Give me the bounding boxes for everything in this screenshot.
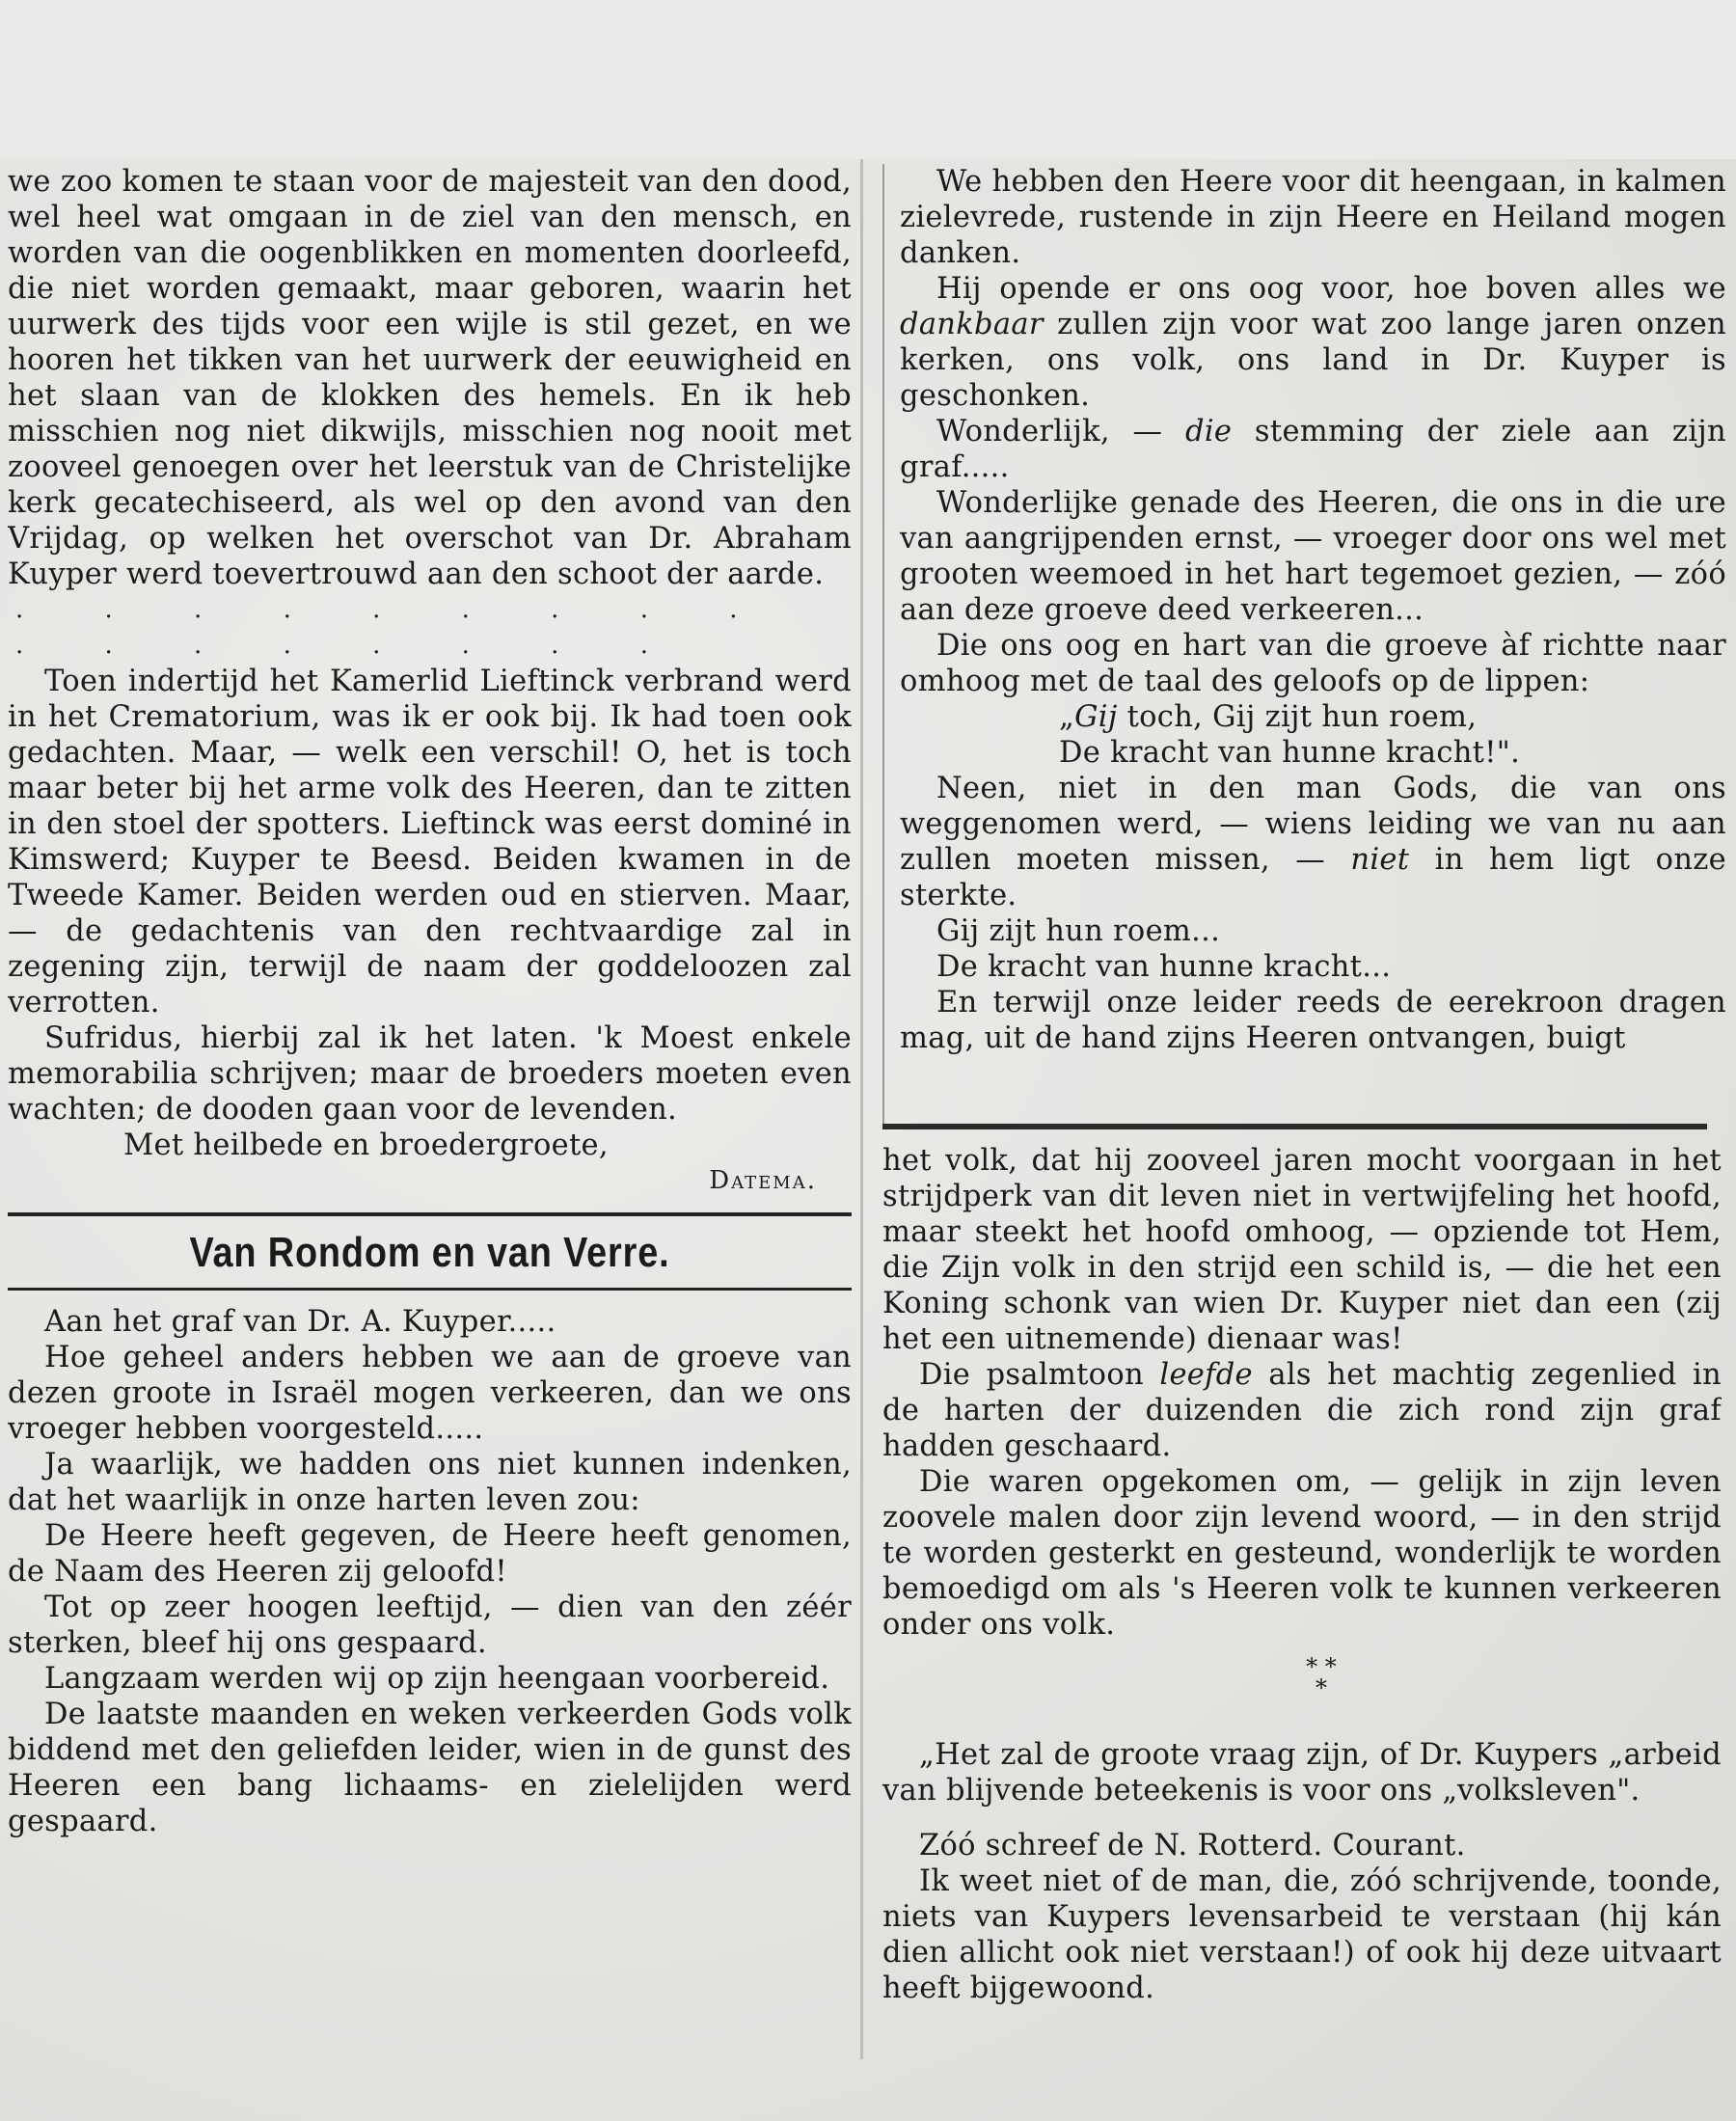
paragraph: we zoo komen te staan voor de majesteit van den dood, wel heel wat omgaan in de ziel van den mensch, en worden van die oogenblikken en momenten doorleefd, die niet worden gemaakt, maar geboren, waarin het uurwerk des tijds voor een wijle is stil gezet, en we hooren het tikken van het uurwerk der eeuwigheid en het slaan van de klokken des hemels. En ik heb misschien nog niet dikwijls, misschien nog nooit met zooveel genoegen over het leerstuk van de Christelijke kerk gecatechiseerd, als wel op den avond van den Vrijdag, op welken het overschot van Dr. Abraham Kuyper werd toevertrouwd aan den schoot der aarde. — [8, 165, 852, 591]
paragraph: Gij zijt hun roem... — [936, 914, 1221, 948]
scan-top-margin — [0, 0, 1736, 159]
ellipsis-divider: . . . . . . . . . . . . . . . . . — [15, 595, 774, 660]
paragraph: Zóó schreef de N. Rotterd. Courant. — [919, 1829, 1466, 1863]
paragraph: Tot op zeer hoogen leeftijd, — dien van den zéér sterken, bleef hij ons gespaard. — [8, 1591, 852, 1660]
paragraph: Die waren opgekomen om, — gelijk in zijn leven zoovele malen door zijn levend woord, — in den strijd te worden gesterkt en gesteund, wonderlijk te worden bemoedigd om als 's Heeren volk te kunnen verkeeren onder ons volk. — [882, 1465, 1722, 1642]
column-gutter-line — [860, 159, 863, 2059]
poem-line: „Gij toch, Gij zijt hun roem, — [1059, 700, 1478, 734]
paragraph: De kracht van hunne kracht... — [936, 950, 1392, 984]
section-heading: Van Rondom en van Verre. — [189, 1229, 670, 1276]
paragraph: Hij opende er ons oog voor, hoe boven alles we dankbaar zullen zijn voor wat zoo lange jaren onzen kerken, ons volk, ons land in Dr. Kuyper is geschonken. — [900, 272, 1726, 413]
paragraph: Toen indertijd het Kamerlid Lieftinck verbrand werd in het Crematorium, was ik er ook bij. Ik had toen ook gedachten. Maar, — welk een verschil! O, het is toch maar beter bij het arme volk des Heeren, dan te zitten in den stoel der spotters. Lieftinck was eerst dominé in Kimswerd; Kuyper te Beesd. Beiden kwamen in de Tweede Kamer. Beiden werden oud en stierven. Maar, — de gedachtenis van den rechtvaardige zal in zegening zijn, terwijl de naam der goddeloozen zal verrotten. — [8, 665, 852, 1020]
poem-line: De kracht van hunne kracht!". — [1059, 736, 1521, 770]
paragraph: Neen, niet in den man Gods, die van ons weggenomen werd, — wiens leiding we van nu aan zullen moeten missen, — niet in hem ligt onze sterkte. — [900, 772, 1726, 912]
closing-line: Met heilbede en broedergroete, — [123, 1128, 609, 1162]
section-rule — [8, 1212, 852, 1216]
paragraph: Aan het graf van Dr. A. Kuyper..... — [44, 1305, 556, 1339]
paragraph: Die psalmtoon leefde als het machtig zegenlied in de harten der duizenden die zich rond zijn graf hadden geschaard. — [882, 1358, 1722, 1463]
paragraph: Wonderlijke genade des Heeren, die ons in die ure van aangrijpenden ernst, — vroeger door ons wel met grooten weemoed in het hart tegemoet gezien, — zóó aan deze groeve deed verkeeren... — [900, 486, 1726, 627]
paragraph: De laatste maanden en weken verkeerden Gods volk biddend met den geliefden leider, wien in de gunst des Heeren een bang lichaams- en zielelijden werd gespaard. — [8, 1698, 852, 1838]
paragraph: Hoe geheel anders hebben we aan de groeve van dezen groote in Israël mogen verkeeren, dan we ons vroeger hebben voorgesteld..... — [8, 1341, 852, 1446]
paragraph: Die ons oog en hart van die groeve àf richtte naar omhoog met de taal des geloofs op de lippen: — [900, 629, 1726, 698]
left-column — [8, 164, 852, 1968]
paragraph: Ik weet niet of de man, die, zóó schrijvende, toonde, niets van Kuypers levensarbeid te verstaan (hij kán dien allicht ook niet verstaan!) of ook hij deze uitvaart heeft bijgewoond. — [882, 1864, 1722, 2005]
paragraph: Wonderlijk, — die stemming der ziele aan zijn graf..... — [900, 415, 1726, 484]
paragraph: De Heere heeft gegeven, de Heere heeft genomen, de Naam des Heeren zij geloofd! — [8, 1519, 852, 1589]
quote: „Het zal de groote vraag zijn, of Dr. Kuypers „arbeid van blijvende beteekenis is voor ons „volksleven". — [882, 1738, 1722, 1808]
right-column-bottom — [873, 1143, 1722, 2059]
paragraph: We hebben den Heere voor dit heengaan, in kalmen zielevrede, rustende in zijn Heere en Heiland mogen danken. — [900, 165, 1726, 270]
clipping-divider — [882, 1124, 1707, 1129]
right-column-top — [882, 164, 1726, 1128]
asterism: * * * — [1306, 1653, 1337, 1701]
signature: Datema. — [709, 1166, 817, 1195]
paragraph: Langzaam werden wij op zijn heengaan voorbereid. — [44, 1662, 830, 1696]
paragraph: Ja waarlijk, we hadden ons niet kunnen indenken, dat het waarlijk in onze harten leven zou: — [8, 1448, 852, 1517]
paragraph: En terwijl onze leider reeds de eerekroon dragen mag, uit de hand zijns Heeren ontvangen, buigt — [900, 986, 1726, 1055]
paragraph: Sufridus, hierbij zal ik het laten. 'k Moest enkele memorabilia schrijven; maar de broeders moeten even wachten; de dooden gaan voor de levenden. — [8, 1021, 852, 1127]
paragraph: het volk, dat hij zooveel jaren mocht voorgaan in het strijdperk van dit leven niet in vertwijfeling het hoofd, maar steekt het hoofd omhoog, — opziende tot Hem, die Zijn volk in den strijd een schild is, — die het een Koning schonk van wien Dr. Kuyper niet dan een (zij het een uitnemende) dienaar was! — [882, 1144, 1722, 1356]
section-rule — [8, 1288, 852, 1291]
